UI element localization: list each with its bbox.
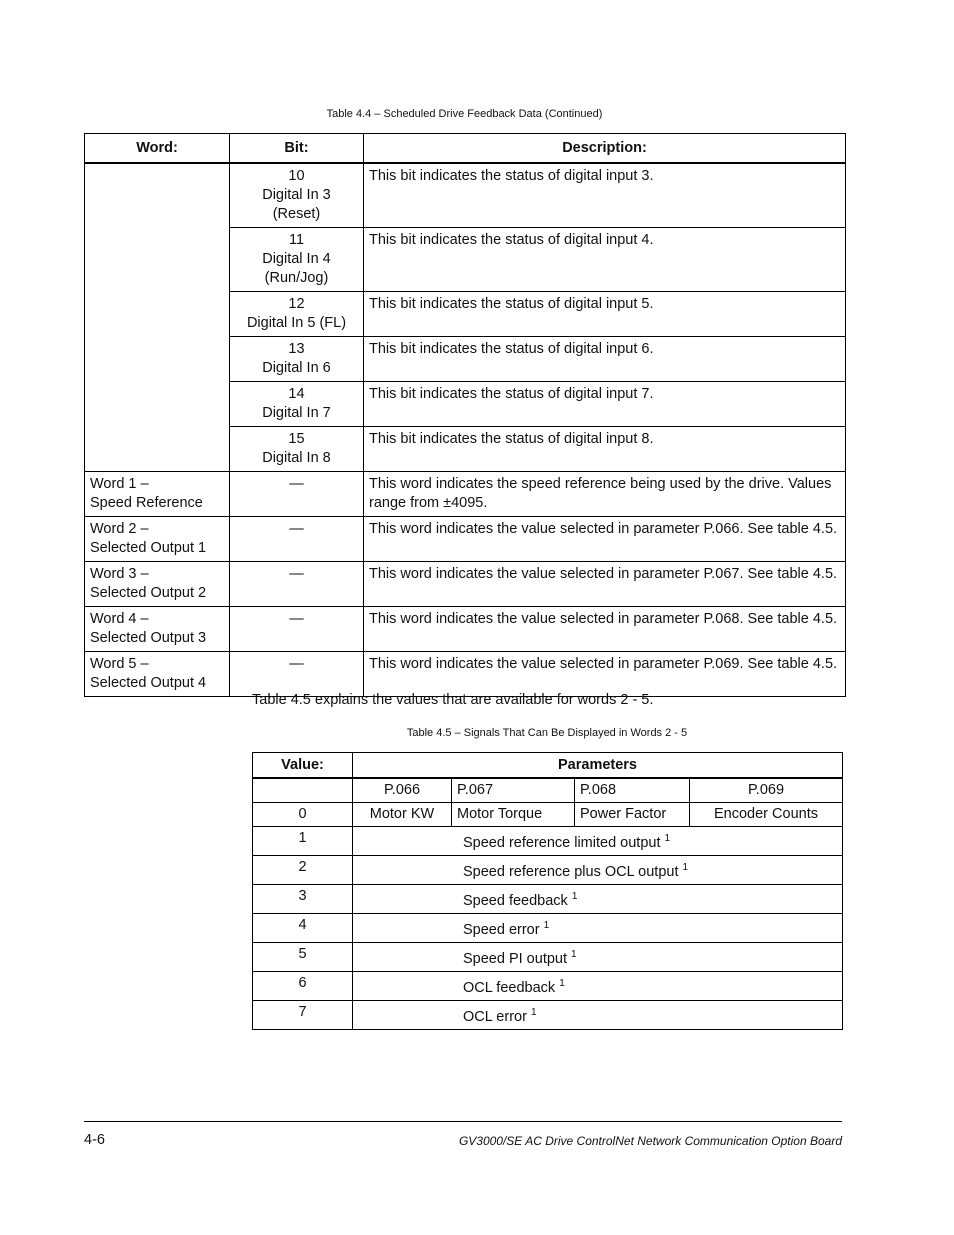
table-header-row [85, 134, 846, 164]
table-row [85, 163, 846, 228]
word-name: Selected Output 2 [90, 585, 207, 601]
description-cell: This word indicates the value selected in parameter P.068. See table 4.5. [364, 607, 846, 652]
book-title: GV3000/SE AC Drive ControlNet Network Communication Option Board [458, 1134, 842, 1148]
value-cell: 3 [253, 885, 353, 914]
bit-extra: (Run/Jog) [264, 270, 329, 286]
param-p068: P.068 [575, 778, 690, 803]
signal-name: Speed reference limited output [463, 834, 661, 851]
table-row [253, 972, 843, 1001]
description-cell: This bit indicates the status of digital input 6. [364, 337, 846, 382]
description-cell: This word indicates the value selected in parameter P.066. See table 4.5. [364, 517, 846, 562]
description-cell: This bit indicates the status of digital input 3. [364, 163, 846, 228]
table-row [253, 943, 843, 972]
bit-number: 12 [288, 296, 305, 312]
footer-divider [84, 1121, 842, 1122]
signal-cell: Motor Torque [452, 803, 575, 827]
table-row [253, 803, 843, 827]
param-p069: P.069 [690, 778, 843, 803]
signal-cell [353, 943, 843, 972]
bit-cell [230, 228, 364, 292]
word-label: Word 2 – [90, 521, 149, 537]
bit-name: Digital In 8 [262, 450, 331, 466]
bit-name: Digital In 5 (FL) [246, 315, 347, 331]
table-row [85, 562, 846, 607]
bit-name: Digital In 7 [262, 405, 331, 421]
intro-paragraph: Table 4.5 explains the values that are available for words 2 - 5. [252, 692, 654, 708]
word-cell [85, 607, 230, 652]
table-row [85, 652, 846, 697]
page-number: 4-6 [84, 1132, 105, 1148]
word-name: Speed Reference [90, 495, 203, 511]
bit-cell: — [230, 517, 364, 562]
footnote-marker: 1 [543, 920, 550, 931]
table-row [85, 607, 846, 652]
description-cell: This bit indicates the status of digital input 8. [364, 427, 846, 472]
bit-number: 10 [288, 168, 305, 184]
value-cell: 1 [253, 827, 353, 856]
word-cell [85, 562, 230, 607]
word-cell [85, 472, 230, 517]
signal-name: Speed feedback [463, 892, 568, 909]
signal-cell [353, 885, 843, 914]
table-4-5 [252, 752, 843, 1030]
signal-name: Speed PI output [463, 950, 567, 967]
table-4-4-caption: Table 4.4 – Scheduled Drive Feedback Data (Continued) [326, 108, 603, 120]
value-cell: 6 [253, 972, 353, 1001]
word-label: Word 4 – [90, 611, 149, 627]
word-label: Word 1 – [90, 476, 149, 492]
signal-name: Speed error [463, 921, 540, 938]
table-row [85, 517, 846, 562]
bit-cell [230, 292, 364, 337]
description-cell: This bit indicates the status of digital input 7. [364, 382, 846, 427]
signal-cell [353, 1001, 843, 1030]
column-header-description: Description: [364, 134, 846, 164]
signal-name: Speed reference plus OCL output [463, 863, 679, 880]
value-cell: 2 [253, 856, 353, 885]
word-cell-empty [85, 163, 230, 472]
value-cell: 7 [253, 1001, 353, 1030]
table-row [253, 856, 843, 885]
value-cell: 0 [253, 803, 353, 827]
bit-cell [230, 427, 364, 472]
footnote-marker: 1 [571, 891, 578, 902]
value-cell: 4 [253, 914, 353, 943]
bit-extra: (Reset) [272, 206, 321, 222]
bit-cell [230, 382, 364, 427]
word-label: Word 3 – [90, 566, 149, 582]
column-header-parameters: Parameters [353, 753, 843, 779]
footnote-marker: 1 [682, 862, 689, 873]
table-header-row [253, 753, 843, 779]
signal-name: OCL feedback [463, 979, 556, 996]
column-header-word: Word: [85, 134, 230, 164]
signal-cell [353, 827, 843, 856]
param-p066: P.066 [353, 778, 452, 803]
signal-cell [353, 856, 843, 885]
footnote-marker: 1 [530, 1007, 537, 1018]
word-cell [85, 652, 230, 697]
signal-name: OCL error [463, 1008, 527, 1025]
description-cell: This bit indicates the status of digital input 4. [364, 228, 846, 292]
bit-name: Digital In 4 [262, 251, 331, 267]
column-header-value: Value: [253, 753, 353, 779]
signal-cell [353, 972, 843, 1001]
bit-name: Digital In 3 [262, 187, 331, 203]
column-header-bit: Bit: [230, 134, 364, 164]
description-cell: This bit indicates the status of digital input 5. [364, 292, 846, 337]
word-name: Selected Output 3 [90, 630, 207, 646]
description-cell: This word indicates the value selected in parameter P.067. See table 4.5. [364, 562, 846, 607]
signal-cell: Power Factor [575, 803, 690, 827]
value-cell: 5 [253, 943, 353, 972]
bit-number: 11 [288, 232, 305, 248]
bit-cell: — [230, 562, 364, 607]
bit-number: 13 [288, 341, 305, 357]
table-row [253, 827, 843, 856]
signal-cell: Motor KW [353, 803, 452, 827]
table-4-4 [84, 133, 846, 697]
table-row [85, 472, 846, 517]
bit-cell: — [230, 652, 364, 697]
footnote-marker: 1 [664, 833, 671, 844]
description-cell: This word indicates the speed reference being used by the drive. Values range from ±4095. [364, 472, 846, 517]
footnote-marker: 1 [559, 978, 565, 989]
empty-cell [253, 778, 353, 803]
param-p067: P.067 [452, 778, 575, 803]
description-cell: This word indicates the value selected in parameter P.069. See table 4.5. [364, 652, 846, 697]
bit-number: 14 [288, 386, 305, 402]
signal-cell: Encoder Counts [690, 803, 843, 827]
bit-cell [230, 337, 364, 382]
signal-cell [353, 914, 843, 943]
parameter-header-row [253, 778, 843, 803]
footnote-marker: 1 [571, 949, 577, 960]
word-name: Selected Output 1 [90, 540, 207, 556]
word-label: Word 5 – [90, 656, 149, 672]
word-cell [85, 517, 230, 562]
bit-cell: — [230, 472, 364, 517]
bit-number: 15 [288, 431, 305, 447]
word-name: Selected Output 4 [90, 675, 207, 691]
bit-cell: — [230, 607, 364, 652]
table-4-5-caption: Table 4.5 – Signals That Can Be Displayed in Words 2 - 5 [406, 727, 688, 739]
table-row [253, 885, 843, 914]
bit-cell [230, 163, 364, 228]
table-row [253, 914, 843, 943]
table-row [253, 1001, 843, 1030]
bit-name: Digital In 6 [262, 360, 331, 376]
